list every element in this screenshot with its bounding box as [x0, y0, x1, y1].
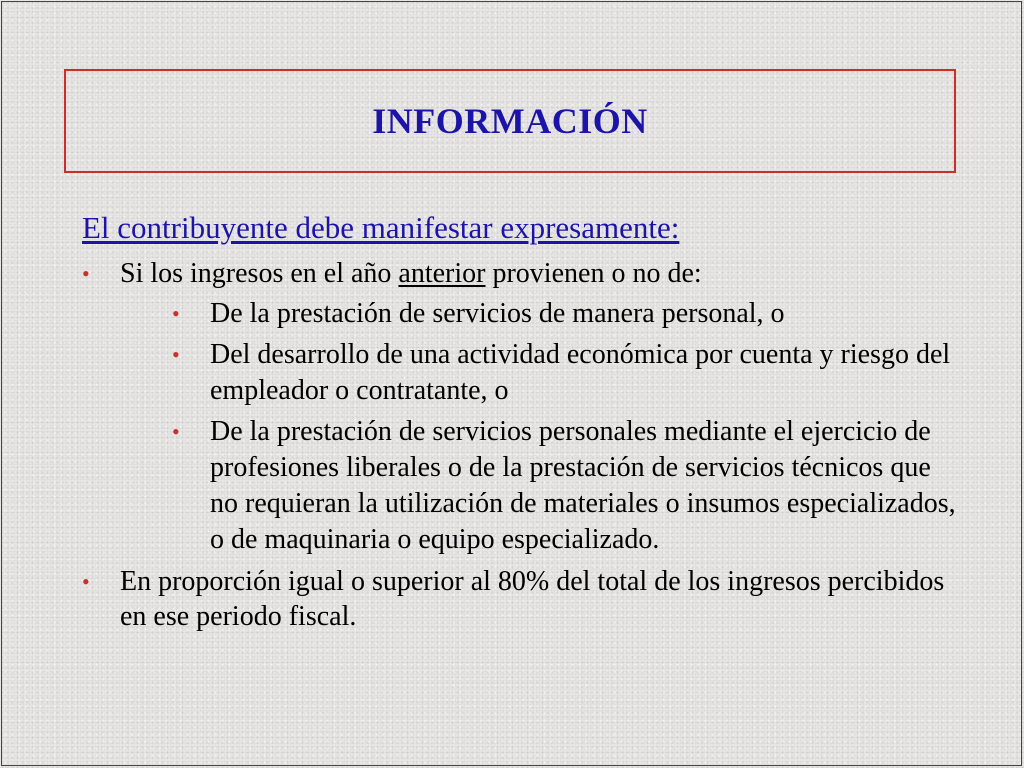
- bullet-icon: •: [172, 419, 180, 444]
- sub-item-text: Del desarrollo de una actividad económica por cuenta y riesgo del empleador o contratante, o: [210, 339, 951, 406]
- title-box: [64, 69, 956, 173]
- sub-item-text: De la prestación de servicios de manera personal, o: [210, 298, 785, 329]
- bullet-icon: •: [82, 569, 90, 594]
- sub-list-item: [120, 414, 962, 558]
- item-text-post: provienen o no de:: [485, 258, 702, 289]
- sub-list-item: [120, 337, 962, 409]
- section-heading: El contribuyente debe manifestar expresamente:: [82, 210, 680, 245]
- bullet-icon: •: [172, 342, 180, 367]
- bullet-list: [82, 256, 962, 634]
- sub-item-text: De la prestación de servicios personales mediante el ejercicio de profesiones liberales o de la prestación de servicios técnicos que no requieran la utilización de materiales o insumos especializados, o de maquinaria o equipo especializado.: [210, 416, 956, 555]
- item-text-pre: Si los ingresos en el año: [120, 258, 399, 289]
- slide-content: [82, 208, 962, 640]
- item-text: En proporción igual o superior al 80% del total de los ingresos percibidos en ese periodo fiscal.: [120, 566, 945, 632]
- bullet-icon: •: [82, 261, 90, 286]
- list-item-ingresos: [82, 256, 962, 558]
- slide-title: INFORMACIÓN: [372, 101, 648, 141]
- list-item-proporcion: [82, 564, 962, 634]
- sub-list-item: [120, 296, 962, 332]
- item-text-underlined: anterior: [398, 258, 486, 289]
- sub-bullet-list: [120, 296, 962, 558]
- bullet-icon: •: [172, 301, 180, 326]
